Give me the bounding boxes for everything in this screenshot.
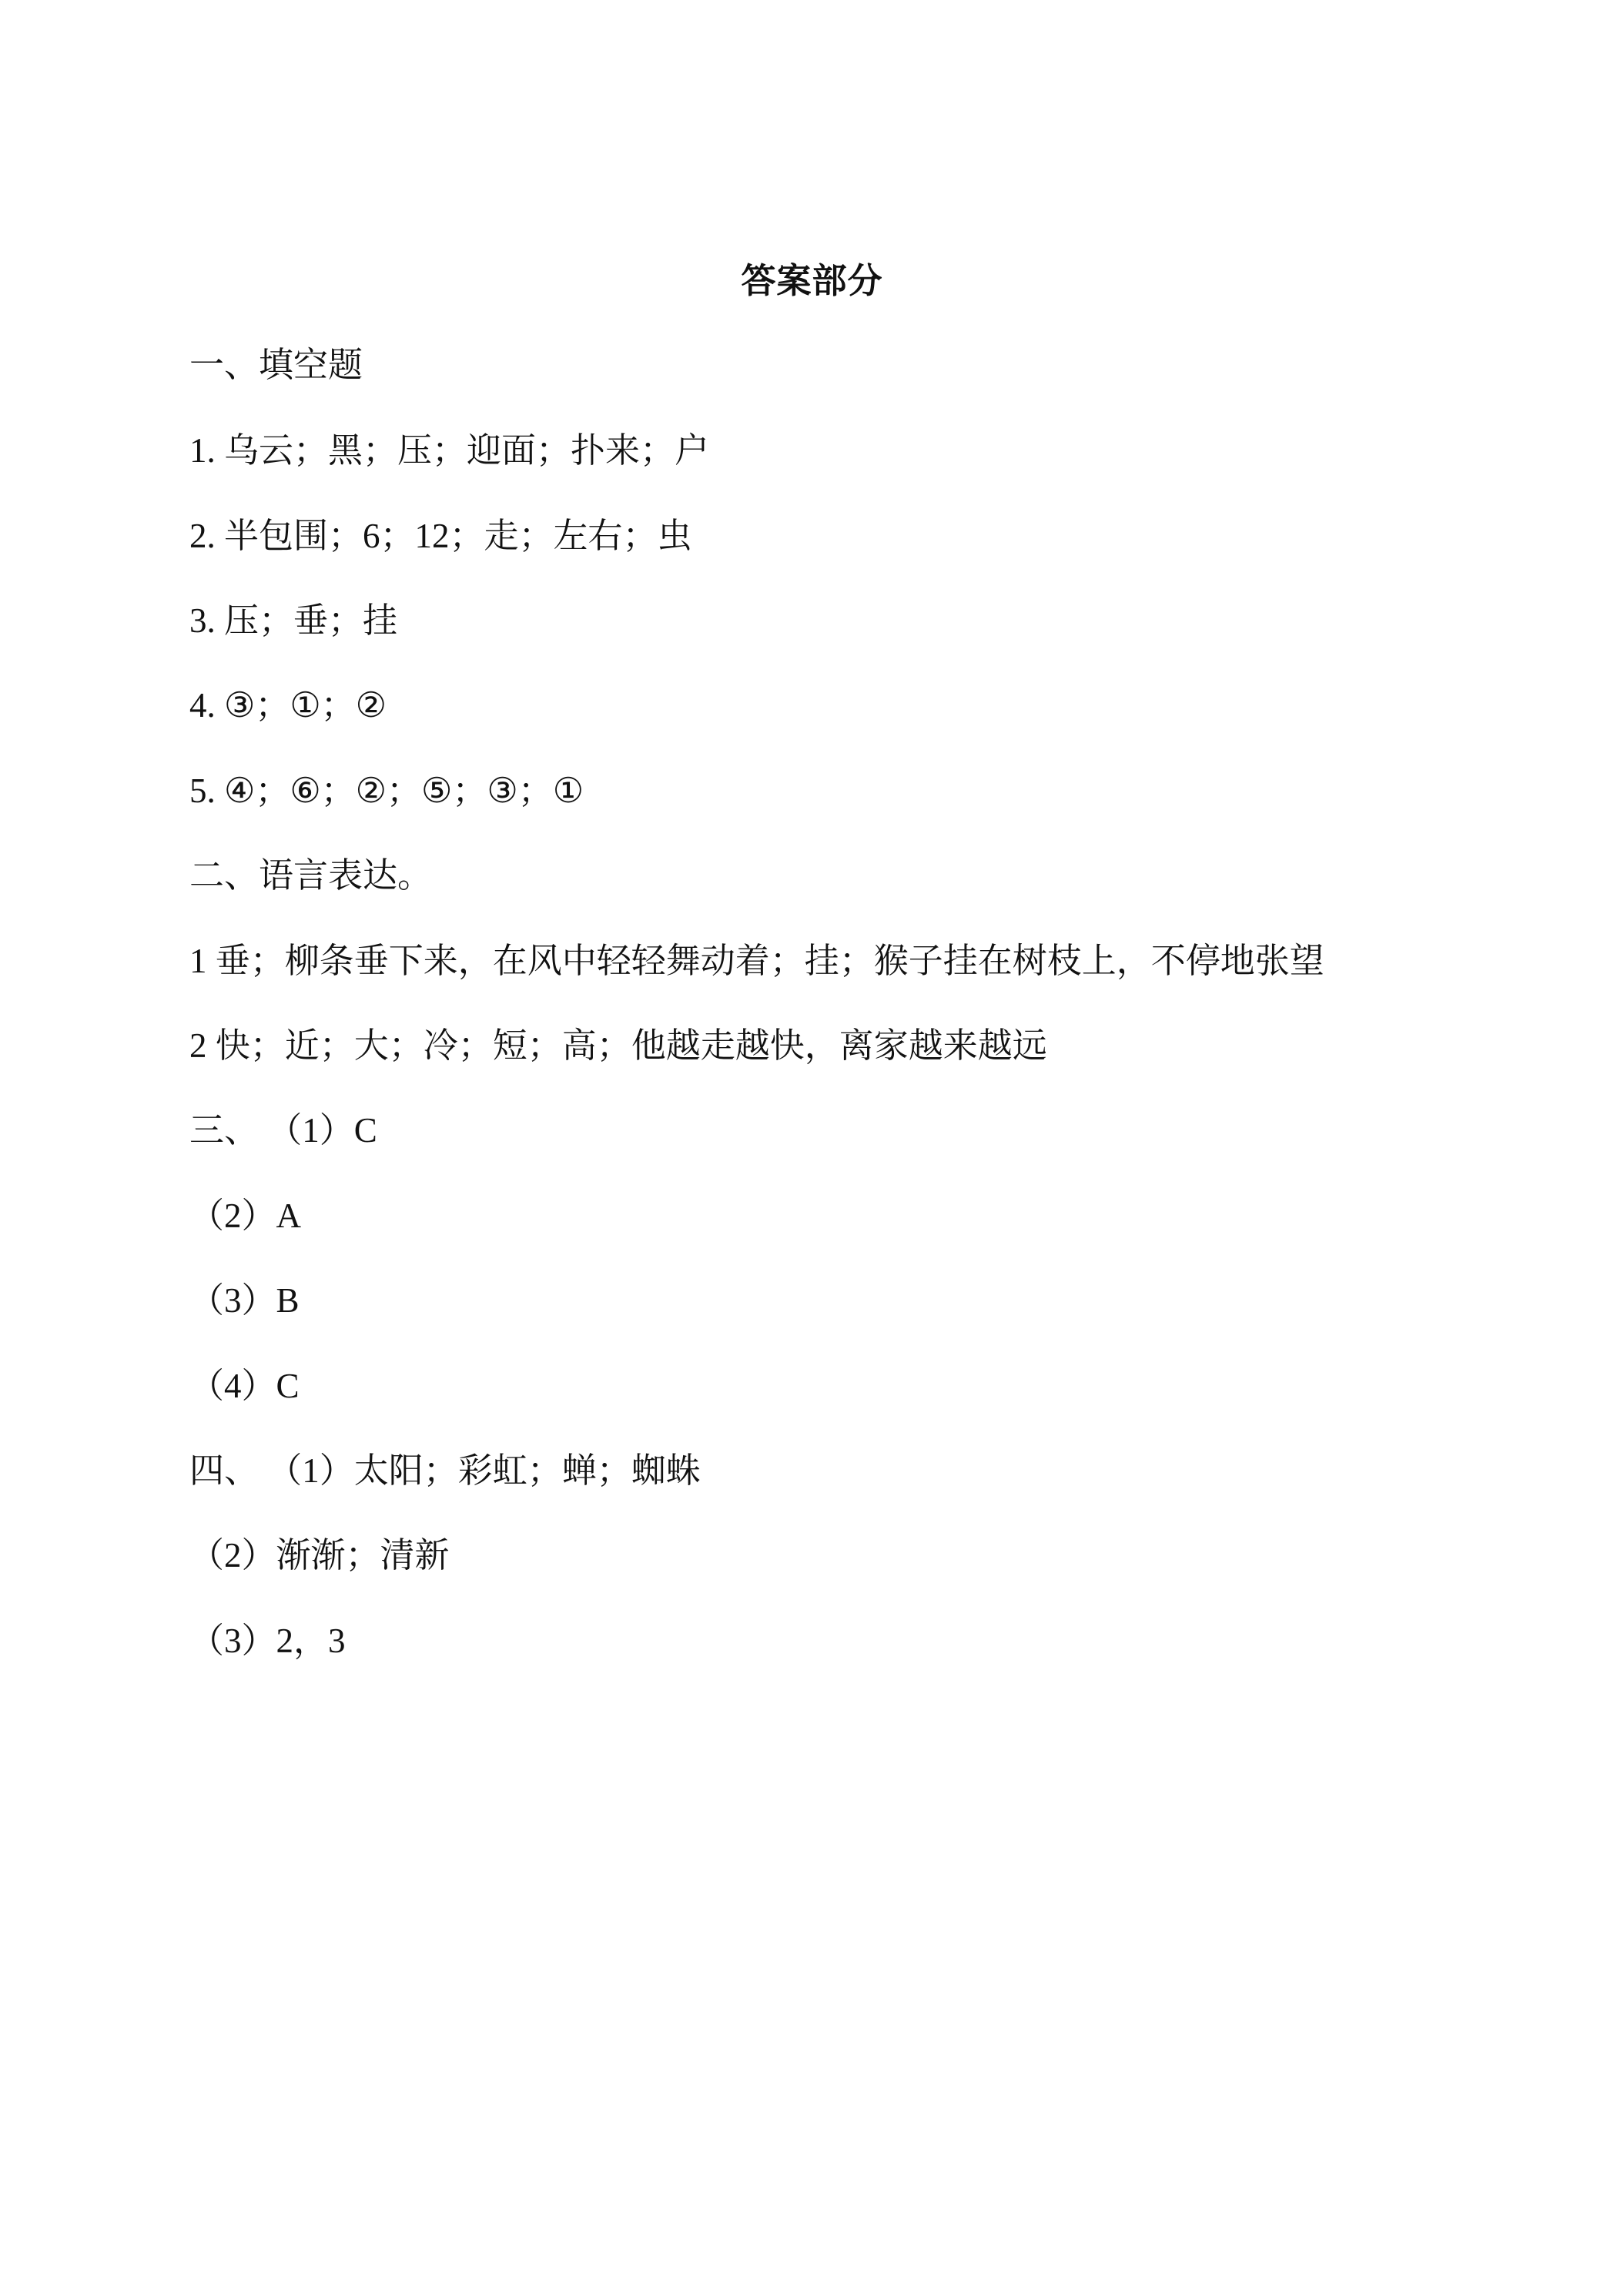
- section-heading-three: 三、 （1）C: [189, 1111, 377, 1150]
- answer-line-3-3: （3）B: [189, 1281, 300, 1320]
- answer-line-4-3: （3）2，3: [189, 1622, 346, 1660]
- page-title: 答案部分: [741, 262, 883, 300]
- answer-line-1-4: 4. ③；①；②: [189, 686, 387, 725]
- answer-line-4-2: （2）渐渐；清新: [189, 1536, 450, 1575]
- section-heading-language-expression: 二、语言表达。: [189, 856, 433, 895]
- answer-line-1-1: 1. 乌云；黑；压；迎面；扑来；户: [189, 431, 710, 470]
- answer-line-2-1: 1 垂；柳条垂下来，在风中轻轻舞动着；挂；猴子挂在树枝上，不停地张望: [189, 942, 1324, 980]
- answer-line-1-3: 3. 压；垂；挂: [189, 601, 398, 640]
- answer-line-3-4: （4）C: [189, 1367, 300, 1405]
- answer-line-1-2: 2. 半包围；6；12；走；左右；虫: [189, 517, 692, 555]
- section-heading-four: 四、 （1）太阳；彩虹；蝉；蜘蛛: [189, 1451, 701, 1490]
- section-heading-fill-blank: 一、填空题: [189, 346, 363, 384]
- answer-line-2-2: 2 快；近；大；冷；短；高；他越走越快，离家越来越远: [189, 1026, 1047, 1065]
- answer-line-3-2: （2）A: [189, 1197, 301, 1235]
- answer-line-1-5: 5. ④；⑥；②；⑤；③；①: [189, 771, 584, 810]
